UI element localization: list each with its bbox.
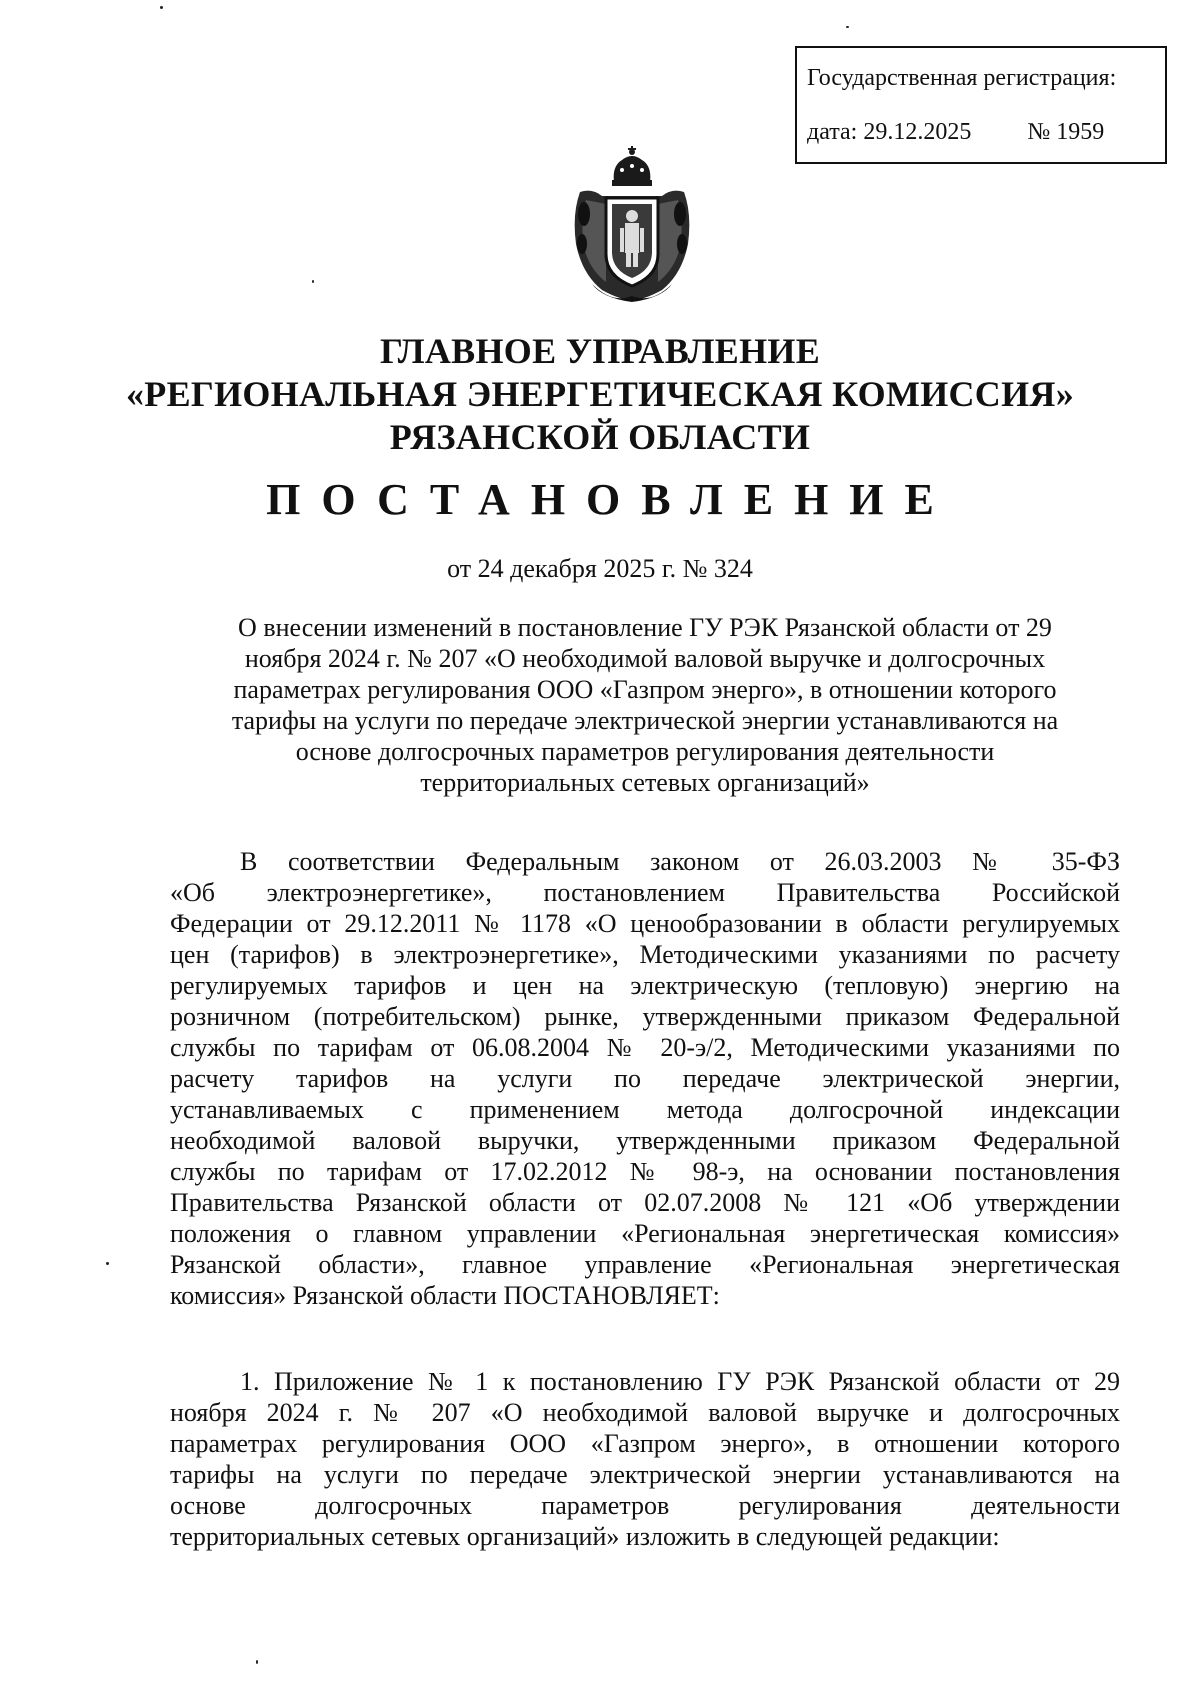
subject-line: параметрах регулирования ООО «Газпром энерго», в отношении которого xyxy=(233,675,1057,704)
item-1-line: основе долгосрочных параметров регулирования деятельности xyxy=(170,1491,1120,1520)
item-1-line: параметрах регулирования ООО «Газпром энерго», в отношении которого xyxy=(170,1429,1120,1458)
registration-date: 29.12.2025 xyxy=(863,119,972,145)
preamble-line: Правительства Рязанской области от 02.07.2008 № 121 «Об утверждении xyxy=(170,1188,1120,1217)
preamble-line: комиссия» Рязанской области ПОСТАНОВЛЯЕТ: xyxy=(170,1281,720,1310)
preamble-line: положения о главном управлении «Региональная энергетическая комиссия» xyxy=(170,1219,1120,1248)
scan-speck xyxy=(846,26,849,28)
preamble-line: необходимой валовой выручки, утвержденными приказом Федеральной xyxy=(170,1126,1120,1155)
organization-line-2: «РЕГИОНАЛЬНАЯ ЭНЕРГЕТИЧЕСКАЯ КОМИССИЯ» xyxy=(126,374,1074,414)
preamble-line: цен (тарифов) в электроэнергетике», Методическими указаниями по расчету xyxy=(170,940,1120,969)
subject-line: тарифы на услуги по передаче электрической энергии устанавливаются на xyxy=(231,706,1059,735)
registration-date-label: дата: xyxy=(807,119,858,145)
item-1-line: тарифы на услуги по передаче электрической энергии устанавливаются на xyxy=(170,1460,1120,1489)
subject-line: территориальных сетевых организаций» xyxy=(420,768,870,797)
registration-number: 1959 xyxy=(1056,119,1105,145)
document-type-heading: ПОСТАНОВЛЕНИЕ xyxy=(266,475,955,524)
organization-title xyxy=(0,330,1200,459)
scan-speck xyxy=(256,1660,258,1664)
scan-speck xyxy=(312,280,314,283)
preamble-line: расчету тарифов на услуги по передаче электрической энергии, xyxy=(170,1064,1120,1093)
item-1-line: территориальных сетевых организаций» изложить в следующей редакции: xyxy=(170,1522,1000,1551)
subject-line: О внесении изменений в постановление ГУ РЭК Рязанской области от 29 xyxy=(238,613,1052,642)
preamble-line: В соответствии Федеральным законом от 26.03.2003 № 35-ФЗ xyxy=(240,847,1120,876)
item-1-line: 1. Приложение № 1 к постановлению ГУ РЭК Рязанской области от 29 xyxy=(240,1367,1120,1396)
subject-line: основе долгосрочных параметров регулирования деятельности xyxy=(295,737,995,766)
preamble-line: Федерации от 29.12.2011 № 1178 «О ценообразовании в области регулируемых xyxy=(170,909,1120,938)
preamble-line: Рязанской области», главное управление «Региональная энергетическая xyxy=(170,1250,1120,1279)
item-1-paragraph xyxy=(170,1366,1120,1552)
preamble-line: службы по тарифам от 06.08.2004 № 20-э/2, Методическими указаниями по xyxy=(170,1033,1120,1062)
organization-line-1: ГЛАВНОЕ УПРАВЛЕНИЕ xyxy=(379,331,821,371)
scan-speck xyxy=(160,6,163,9)
registration-number-group xyxy=(1027,120,1104,144)
registration-details xyxy=(807,120,1165,144)
organization-line-3: РЯЗАНСКОЙ ОБЛАСТИ xyxy=(389,417,811,457)
preamble-paragraph xyxy=(170,846,1120,1311)
preamble-line: регулируемых тарифов и цен на электрическую (тепловую) энергию на xyxy=(170,971,1120,1000)
scan-speck xyxy=(106,1262,109,1265)
registration-title: Государственная регистрация: xyxy=(807,65,1117,91)
document-subject xyxy=(170,612,1120,798)
preamble-line: розничном (потребительском) рынке, утвержденными приказом Федеральной xyxy=(170,1002,1120,1031)
registration-stamp xyxy=(795,46,1167,164)
item-1-line: ноября 2024 г. № 207 «О необходимой валовой выручке и долгосрочных xyxy=(170,1398,1120,1427)
subject-line: ноября 2024 г. № 207 «О необходимой валовой выручке и долгосрочных xyxy=(244,644,1046,673)
document-date-number: от 24 декабря 2025 г. № 324 xyxy=(447,554,753,583)
preamble-line: службы по тарифам от 17.02.2012 № 98-э, на основании постановления xyxy=(170,1157,1120,1186)
registration-number-label: № xyxy=(1027,119,1051,145)
preamble-line: устанавливаемых с применением метода долгосрочной индексации xyxy=(170,1095,1120,1124)
preamble-line: «Об электроэнергетике», постановлением Правительства Российской xyxy=(170,878,1120,907)
ryazan-coat-of-arms-icon xyxy=(562,144,702,304)
